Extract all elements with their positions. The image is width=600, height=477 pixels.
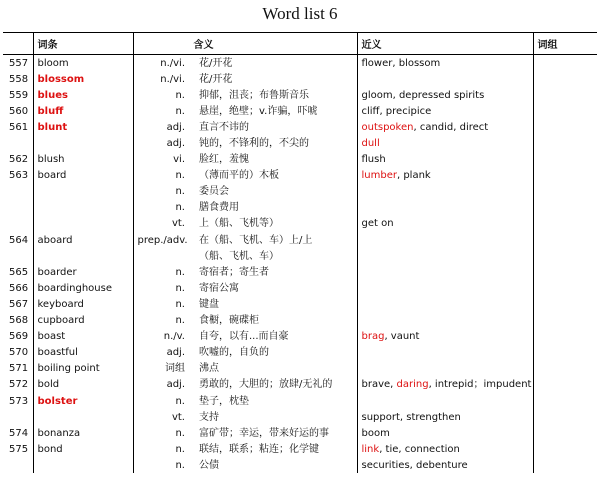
table-row bbox=[3, 168, 597, 184]
part-of-speech: n. bbox=[133, 87, 191, 103]
row-number bbox=[3, 135, 33, 151]
table-row bbox=[3, 345, 597, 361]
word-cell bbox=[33, 457, 133, 473]
table-row bbox=[3, 361, 597, 377]
table-row bbox=[3, 71, 597, 87]
synonym-text: cliff, precipice bbox=[361, 105, 432, 117]
table-row bbox=[3, 87, 597, 103]
group-cell bbox=[533, 377, 597, 393]
part-of-speech: n. bbox=[133, 313, 191, 329]
table-row bbox=[3, 119, 597, 135]
word-cell: bond bbox=[33, 441, 133, 457]
part-of-speech: n./vi. bbox=[133, 71, 191, 87]
part-of-speech: adj. bbox=[133, 119, 191, 135]
part-of-speech: n. bbox=[133, 200, 191, 216]
meaning-cell: 委员会 bbox=[199, 186, 229, 198]
word-cell: blossom bbox=[33, 71, 133, 87]
synonym-text: flower, blossom bbox=[361, 57, 441, 69]
word-cell: keyboard bbox=[33, 296, 133, 312]
group-cell bbox=[533, 296, 597, 312]
table-row bbox=[3, 457, 597, 473]
synonym-text: gloom, depressed spirits bbox=[361, 89, 485, 101]
row-number: 566 bbox=[9, 282, 29, 294]
part-of-speech: adj. bbox=[133, 377, 191, 393]
word-cell: board bbox=[33, 168, 133, 184]
table-row bbox=[3, 441, 597, 457]
word-cell: boardinghouse bbox=[33, 280, 133, 296]
meaning-cell: 食橱，碗碟柜 bbox=[199, 315, 259, 327]
part-of-speech: adj. bbox=[133, 345, 191, 361]
synonym-text: get on bbox=[361, 218, 394, 230]
row-number bbox=[3, 409, 33, 425]
synonym-text: , candid, direct bbox=[413, 121, 489, 133]
synonyms-cell bbox=[357, 377, 533, 393]
synonym-highlighted: brag bbox=[361, 331, 385, 343]
meaning-cell: 在（船、飞机、车）上/上 bbox=[199, 234, 313, 246]
row-number: 559 bbox=[9, 89, 29, 101]
synonyms-cell bbox=[357, 393, 533, 409]
meaning-cell: 寄宿者；寄生者 bbox=[199, 266, 269, 278]
word-cell bbox=[33, 184, 133, 200]
synonyms-cell bbox=[357, 361, 533, 377]
meaning-cell: 花/开花 bbox=[199, 73, 233, 85]
row-number bbox=[3, 200, 33, 216]
group-cell bbox=[533, 87, 597, 103]
synonyms-cell bbox=[357, 248, 533, 264]
part-of-speech: n. bbox=[133, 280, 191, 296]
meaning-cell: 联结，联系；粘连；化学键 bbox=[199, 443, 319, 455]
row-number: 568 bbox=[9, 315, 29, 327]
row-number: 575 bbox=[9, 443, 29, 455]
row-number bbox=[3, 457, 33, 473]
page-title: Word list 6 bbox=[262, 4, 338, 23]
synonyms-cell bbox=[357, 280, 533, 296]
meaning-cell: 上（船、飞机等） bbox=[199, 218, 279, 230]
word-cell: cupboard bbox=[33, 313, 133, 329]
group-cell bbox=[533, 168, 597, 184]
table-row bbox=[3, 200, 597, 216]
part-of-speech: n. bbox=[133, 264, 191, 280]
part-of-speech: n. bbox=[133, 103, 191, 119]
word-cell: boiling point bbox=[33, 361, 133, 377]
group-cell bbox=[533, 103, 597, 119]
header-group: 词组 bbox=[533, 33, 597, 55]
table-row bbox=[3, 232, 597, 248]
synonym-highlighted: dull bbox=[361, 138, 380, 150]
row-number: 557 bbox=[9, 57, 29, 69]
part-of-speech: vi. bbox=[133, 152, 191, 168]
word-cell: aboard bbox=[33, 232, 133, 248]
table-row bbox=[3, 184, 597, 200]
header-meaning: 含义 bbox=[133, 33, 357, 55]
synonyms-cell bbox=[357, 119, 533, 135]
synonyms-cell bbox=[357, 55, 533, 72]
synonyms-cell bbox=[357, 103, 533, 119]
meaning-cell: 钝的，不锋利的，不尖的 bbox=[199, 138, 309, 150]
word-cell: bold bbox=[33, 377, 133, 393]
part-of-speech: n. bbox=[133, 184, 191, 200]
synonyms-cell bbox=[357, 296, 533, 312]
synonyms-cell bbox=[357, 264, 533, 280]
part-of-speech bbox=[133, 248, 191, 264]
synonyms-cell bbox=[357, 200, 533, 216]
word-cell bbox=[33, 409, 133, 425]
row-number: 573 bbox=[9, 395, 29, 407]
meaning-cell: 键盘 bbox=[199, 298, 219, 310]
group-cell bbox=[533, 441, 597, 457]
table-row bbox=[3, 329, 597, 345]
group-cell bbox=[533, 425, 597, 441]
word-cell: bolster bbox=[33, 393, 133, 409]
table-row bbox=[3, 135, 597, 151]
row-number: 571 bbox=[9, 363, 29, 375]
synonyms-cell bbox=[357, 168, 533, 184]
synonym-text: boom bbox=[361, 427, 390, 439]
meaning-cell: 抑郁，沮丧；布鲁斯音乐 bbox=[199, 89, 309, 101]
row-number bbox=[3, 216, 33, 232]
row-number: 561 bbox=[9, 121, 29, 133]
part-of-speech: adj. bbox=[133, 135, 191, 151]
part-of-speech: n. bbox=[133, 425, 191, 441]
group-cell bbox=[533, 345, 597, 361]
group-cell bbox=[533, 135, 597, 151]
part-of-speech: vt. bbox=[133, 216, 191, 232]
row-number: 574 bbox=[9, 427, 29, 439]
header-num bbox=[3, 33, 33, 55]
part-of-speech: n. bbox=[133, 296, 191, 312]
synonym-text: , plank bbox=[396, 170, 431, 182]
table-row bbox=[3, 248, 597, 264]
word-cell: bluff bbox=[33, 103, 133, 119]
group-cell bbox=[533, 152, 597, 168]
synonym-highlighted: outspoken bbox=[361, 121, 414, 133]
synonyms-cell bbox=[357, 71, 533, 87]
group-cell bbox=[533, 361, 597, 377]
meaning-cell: 脸红，羞愧 bbox=[199, 154, 249, 166]
synonyms-cell bbox=[357, 313, 533, 329]
synonyms-cell bbox=[357, 441, 533, 457]
table-row bbox=[3, 393, 597, 409]
row-number: 564 bbox=[9, 234, 29, 246]
synonym-text: , intrepid；impudent bbox=[428, 379, 532, 391]
part-of-speech: n./v. bbox=[133, 329, 191, 345]
synonym-highlighted: link bbox=[361, 443, 380, 455]
synonyms-cell bbox=[357, 345, 533, 361]
word-cell bbox=[33, 216, 133, 232]
meaning-cell: 膳食费用 bbox=[199, 202, 239, 214]
meaning-cell: 寄宿公寓 bbox=[199, 282, 239, 294]
row-number: 558 bbox=[9, 73, 29, 85]
table-row bbox=[3, 152, 597, 168]
group-cell bbox=[533, 329, 597, 345]
header-entry: 词条 bbox=[33, 33, 133, 55]
synonyms-cell bbox=[357, 457, 533, 473]
part-of-speech: 词组 bbox=[133, 361, 191, 377]
word-cell: blush bbox=[33, 152, 133, 168]
group-cell bbox=[533, 119, 597, 135]
row-number: 572 bbox=[9, 379, 29, 391]
group-cell bbox=[533, 184, 597, 200]
synonyms-cell bbox=[357, 425, 533, 441]
synonym-text: , vaunt bbox=[384, 331, 420, 343]
table-row bbox=[3, 264, 597, 280]
table-row bbox=[3, 55, 597, 72]
table-row bbox=[3, 425, 597, 441]
synonym-text: , tie, connection bbox=[379, 443, 460, 455]
header-synonyms: 近义 bbox=[357, 33, 533, 55]
word-table bbox=[3, 32, 597, 473]
group-cell bbox=[533, 409, 597, 425]
synonym-highlighted: lumber bbox=[361, 170, 397, 182]
word-cell bbox=[33, 248, 133, 264]
group-cell bbox=[533, 393, 597, 409]
part-of-speech: n./vi. bbox=[133, 55, 191, 72]
meaning-cell: 富矿带；幸运，带来好运的事 bbox=[199, 427, 329, 439]
synonyms-cell bbox=[357, 152, 533, 168]
meaning-cell: 吹嘘的，自负的 bbox=[199, 347, 269, 359]
word-cell: blues bbox=[33, 87, 133, 103]
part-of-speech: prep./adv. bbox=[133, 232, 191, 248]
synonym-text: flush bbox=[361, 154, 386, 166]
synonyms-cell bbox=[357, 329, 533, 345]
row-number: 565 bbox=[9, 266, 29, 278]
group-cell bbox=[533, 248, 597, 264]
meaning-cell: （薄而平的）木板 bbox=[199, 170, 279, 182]
table-row bbox=[3, 103, 597, 119]
table-row bbox=[3, 280, 597, 296]
group-cell bbox=[533, 71, 597, 87]
group-cell bbox=[533, 457, 597, 473]
synonym-text: securities, debenture bbox=[361, 459, 468, 471]
synonyms-cell bbox=[357, 184, 533, 200]
meaning-cell: 直言不讳的 bbox=[199, 121, 249, 133]
row-number: 570 bbox=[9, 347, 29, 359]
part-of-speech: n. bbox=[133, 457, 191, 473]
word-cell: boastful bbox=[33, 345, 133, 361]
part-of-speech: n. bbox=[133, 441, 191, 457]
row-number: 563 bbox=[9, 170, 29, 182]
meaning-cell: 垫子，枕垫 bbox=[199, 395, 249, 407]
meaning-cell: 悬崖，绝壁；v.诈骗，吓唬 bbox=[199, 105, 318, 117]
group-cell bbox=[533, 264, 597, 280]
word-cell: boast bbox=[33, 329, 133, 345]
group-cell bbox=[533, 280, 597, 296]
table-row bbox=[3, 377, 597, 393]
meaning-cell: 自夸，以有...而自豪 bbox=[199, 331, 289, 343]
word-cell: bonanza bbox=[33, 425, 133, 441]
group-cell bbox=[533, 232, 597, 248]
header-row bbox=[3, 33, 597, 55]
word-cell: boarder bbox=[33, 264, 133, 280]
synonyms-cell bbox=[357, 87, 533, 103]
word-cell bbox=[33, 200, 133, 216]
row-number bbox=[3, 184, 33, 200]
meaning-cell: 支持 bbox=[199, 411, 219, 423]
word-cell: blunt bbox=[33, 119, 133, 135]
meaning-cell: 公债 bbox=[199, 459, 219, 471]
meaning-cell: （船、飞机、车） bbox=[199, 250, 279, 262]
table-row bbox=[3, 216, 597, 232]
table-row bbox=[3, 313, 597, 329]
synonyms-cell bbox=[357, 216, 533, 232]
part-of-speech: vt. bbox=[133, 409, 191, 425]
group-cell bbox=[533, 200, 597, 216]
synonyms-cell bbox=[357, 232, 533, 248]
row-number bbox=[3, 248, 33, 264]
word-cell: bloom bbox=[33, 55, 133, 72]
part-of-speech: n. bbox=[133, 168, 191, 184]
row-number: 569 bbox=[9, 331, 29, 343]
synonym-text: brave, bbox=[361, 379, 397, 391]
synonyms-cell bbox=[357, 409, 533, 425]
meaning-cell: 沸点 bbox=[199, 363, 219, 375]
row-number: 567 bbox=[9, 298, 29, 310]
row-number: 562 bbox=[9, 154, 29, 166]
group-cell bbox=[533, 55, 597, 72]
synonym-text: support, strengthen bbox=[361, 411, 461, 423]
meaning-cell: 勇敢的，大胆的；放肆/无礼的 bbox=[199, 379, 333, 391]
word-cell bbox=[33, 135, 133, 151]
table-row bbox=[3, 296, 597, 312]
synonym-highlighted: daring bbox=[396, 379, 429, 391]
row-number: 560 bbox=[9, 105, 29, 117]
group-cell bbox=[533, 216, 597, 232]
synonyms-cell bbox=[357, 135, 533, 151]
table-row bbox=[3, 409, 597, 425]
part-of-speech: n. bbox=[133, 393, 191, 409]
group-cell bbox=[533, 313, 597, 329]
meaning-cell: 花/开花 bbox=[199, 57, 233, 69]
